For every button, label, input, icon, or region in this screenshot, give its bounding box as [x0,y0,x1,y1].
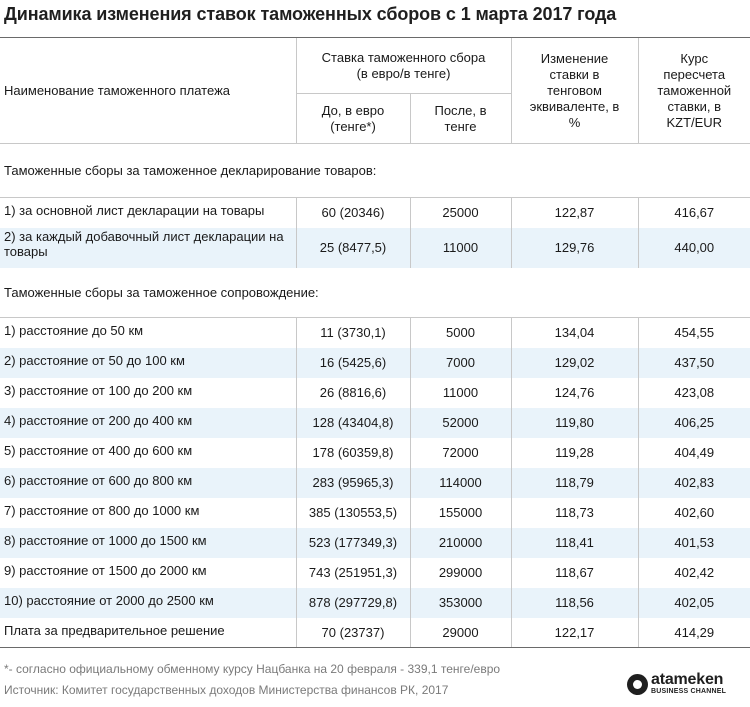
header-before: До, в евро (тенге*) [296,94,410,144]
cell-course: 440,00 [638,228,750,268]
cell-after: 11000 [410,378,511,408]
cell-change: 118,67 [511,558,638,588]
table-row [0,498,750,528]
cell-name: 6) расстояние от 600 до 800 км [0,468,296,498]
cell-change: 129,02 [511,348,638,378]
cell-after: 114000 [410,468,511,498]
cell-change: 129,76 [511,228,638,268]
cell-name: 4) расстояние от 200 до 400 км [0,408,296,438]
header-after: После, в тенге [410,94,511,144]
cell-after: 11000 [410,228,511,268]
cell-course: 402,60 [638,498,750,528]
cell-after: 29000 [410,618,511,648]
atameken-logo-icon [627,674,648,695]
cell-course: 416,67 [638,198,750,228]
footnote: *- согласно официальному обменному курсу Нацбанка на 20 февраля - 339,1 тенге/евро [4,662,501,676]
cell-course: 402,05 [638,588,750,618]
table-row [0,378,750,408]
cell-name: 5) расстояние от 400 до 600 км [4,442,193,458]
cell-name: Плата за предварительное решение [0,618,296,648]
cell-after: 155000 [410,498,511,528]
cell-change: 118,79 [511,468,638,498]
table-row [0,618,750,648]
cell-name: 7) расстояние от 800 до 1000 км [4,502,200,518]
cell-after: 52000 [410,408,511,438]
cell-after: 353000 [410,588,511,618]
cell-change: 119,80 [511,408,638,438]
cell-name: 8) расстояние от 1000 до 1500 км [0,528,296,558]
cell-change: 122,87 [511,198,638,228]
cell-after: 210000 [410,528,511,558]
cell-course: 402,42 [638,558,750,588]
cell-after: 299000 [410,558,511,588]
table-row [0,558,750,588]
section-label-escort: Таможенные сборы за таможенное сопровождение: [0,268,750,318]
cell-course: 406,25 [638,408,750,438]
cell-name: 10) расстояние от 2000 до 2500 км [0,588,296,618]
table-row [0,198,750,228]
cell-name: 2) за каждый добавочный лист декларации на товары [0,228,296,268]
cell-before: 878 (297729,8) [296,588,410,618]
cell-change: 118,73 [511,498,638,528]
cell-change: 122,17 [511,618,638,648]
table-row [0,348,750,378]
table-row [0,438,750,468]
table-row [0,318,750,348]
source-note: Источник: Комитет государственных доходов Министерства финансов РК, 2017 [4,683,449,697]
cell-name: 1) за основной лист декларации на товары [4,203,265,218]
header-change: Изменение ставки в тенговом эквиваленте, в % [511,38,638,144]
cell-before: 523 (177349,3) [296,528,410,558]
cell-change: 118,41 [511,528,638,558]
cell-course: 423,08 [638,378,750,408]
cell-course: 402,83 [638,468,750,498]
cell-after: 7000 [410,348,511,378]
cell-name: 9) расстояние от 1500 до 2000 км [4,562,207,578]
cell-before: 743 (251951,3) [296,558,410,588]
page-title: Динамика изменения ставок таможенных сборов с 1 марта 2017 года [4,4,617,24]
cell-name: 2) расстояние от 50 до 100 км [0,348,296,378]
cell-before: 128 (43404,8) [296,408,410,438]
cell-name: 3) расстояние от 100 до 200 км [4,382,193,398]
cell-before: 283 (95965,3) [296,468,410,498]
cell-before: 25 (8477,5) [296,228,410,268]
cell-course: 401,53 [638,528,750,558]
cell-course: 437,50 [638,348,750,378]
cell-after: 25000 [410,198,511,228]
header-course: Курс пересчета таможенной ставки, в KZT/EUR [638,38,750,144]
cell-change: 134,04 [511,318,638,348]
cell-course: 404,49 [638,438,750,468]
header-rate-group: Ставка таможенного сбора (в евро/в тенге) [296,38,511,94]
cell-before: 26 (8816,6) [296,378,410,408]
cell-before: 70 (23737) [296,618,410,648]
cell-change: 118,56 [511,588,638,618]
cell-course: 454,55 [638,318,750,348]
cell-name: 1) расстояние до 50 км [4,323,144,338]
table-row [0,528,750,558]
cell-before: 60 (20346) [296,198,410,228]
cell-change: 119,28 [511,438,638,468]
table-row [0,468,750,498]
cell-before: 11 (3730,1) [296,318,410,348]
cell-before: 16 (5425,6) [296,348,410,378]
section-label-declaration: Таможенные сборы за таможенное декларирование товаров: [0,144,750,198]
table-row [0,228,750,268]
table-row [0,408,750,438]
cell-before: 178 (60359,8) [296,438,410,468]
header-name-col: Наименование таможенного платежа [0,38,296,144]
cell-after: 5000 [410,318,511,348]
customs-fees-table [0,37,750,648]
cell-change: 124,76 [511,378,638,408]
cell-before: 385 (130553,5) [296,498,410,528]
table-row [0,588,750,618]
atameken-logo: atameken BUSINESS CHANNEL [627,673,742,699]
cell-course: 414,29 [638,618,750,648]
cell-after: 72000 [410,438,511,468]
